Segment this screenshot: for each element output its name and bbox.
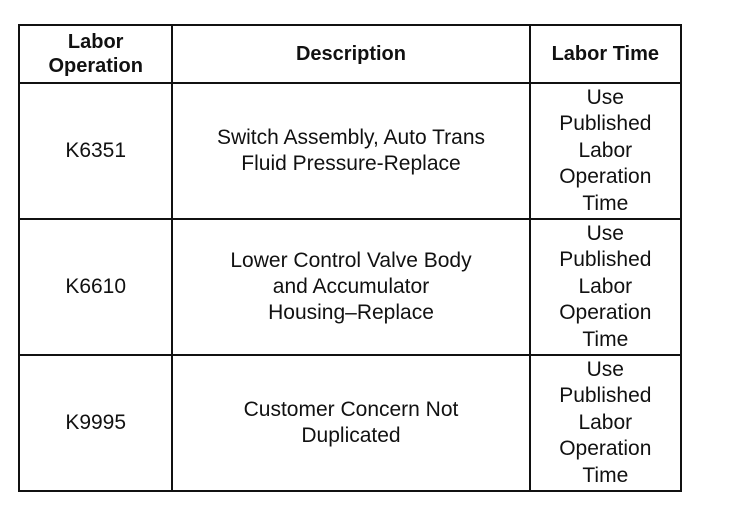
labor-time-line: Published — [559, 384, 652, 408]
labor-time-line: Labor — [578, 274, 633, 298]
table-row — [19, 219, 681, 355]
labor-time-line: Use — [586, 221, 624, 245]
description-line: Customer Concern Not — [243, 398, 459, 421]
labor-time — [530, 355, 681, 491]
labor-operation-code: K6351 — [19, 83, 172, 219]
header-description — [172, 25, 529, 83]
header-labor-operation — [19, 25, 172, 83]
header-labor-time-label: Labor Time — [551, 43, 660, 65]
description-line: and Accumulator — [272, 275, 430, 298]
description-line: Lower Control Valve Body — [230, 249, 472, 272]
labor-time-line: Labor — [578, 410, 633, 434]
labor-time-line: Time — [582, 191, 629, 215]
labor-time-line: Time — [582, 463, 629, 487]
description-line: Switch Assembly, Auto Trans — [216, 126, 486, 149]
labor-operation-code: K9995 — [19, 355, 172, 491]
header-labor-operation-line: Labor — [67, 31, 124, 53]
labor-time-line: Operation — [559, 165, 652, 189]
table-header-row — [19, 25, 681, 83]
labor-time-line: Time — [582, 327, 629, 351]
labor-operation-code: K6610 — [19, 219, 172, 355]
labor-description — [172, 83, 529, 219]
header-description-label: Description — [295, 43, 406, 65]
labor-time-line: Published — [559, 248, 652, 272]
description-line: Housing–Replace — [268, 301, 434, 324]
labor-time-line: Use — [586, 357, 624, 381]
labor-time-line: Labor — [578, 138, 633, 162]
labor-description — [172, 219, 529, 355]
labor-time — [530, 83, 681, 219]
description-line: Duplicated — [301, 424, 401, 447]
description-line: Fluid Pressure-Replace — [241, 152, 461, 175]
header-labor-operation-line: Operation — [48, 55, 143, 77]
labor-time-line: Operation — [559, 301, 652, 325]
header-labor-time — [530, 25, 681, 83]
labor-time-line: Operation — [559, 437, 652, 461]
labor-time — [530, 219, 681, 355]
labor-time-line: Published — [559, 112, 652, 136]
table-row — [19, 83, 681, 219]
labor-time-line: Use — [586, 85, 624, 109]
labor-operations-table — [18, 24, 682, 492]
labor-description — [172, 355, 529, 491]
table-row — [19, 355, 681, 491]
